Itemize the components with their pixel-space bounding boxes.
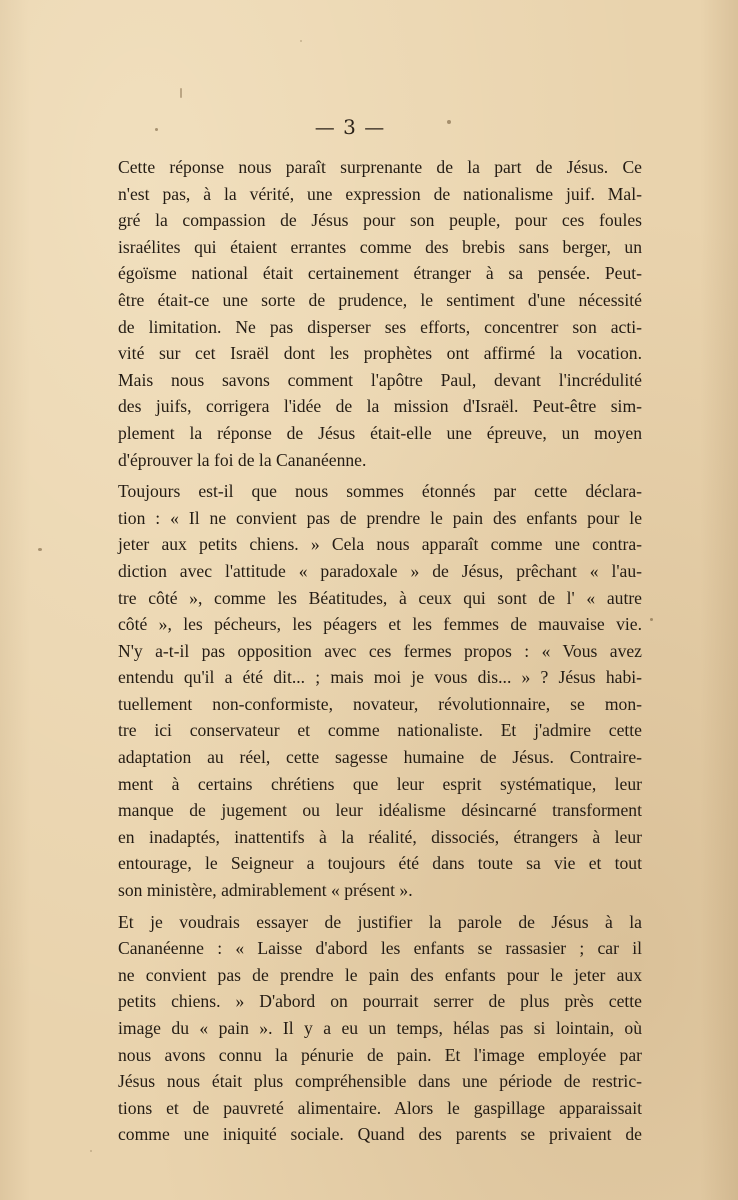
text-line: Mais nous savons comment l'apôtre Paul, devant l'incrédulité [118, 369, 642, 390]
paper-speck [300, 40, 302, 42]
text-line: égoïsme national était certainement étranger à sa pensée. Peut- [118, 263, 642, 284]
paragraph [118, 154, 642, 473]
text-line: côté », les pécheurs, les péagers et les femmes de mauvaise vie. [118, 614, 642, 635]
text-line: comme une iniquité sociale. Quand des parents se privaient de [118, 1124, 642, 1145]
text-line: image du « pain ». Il y a eu un temps, hélas pas si lointain, où [118, 1018, 642, 1038]
text-line: israélites qui étaient errantes comme des brebis sans berger, un [118, 236, 642, 257]
text-line: vité sur cet Israël dont les prophètes ont affirmé la vocation. [118, 343, 642, 364]
text-line: en inadaptés, inattentifs à la réalité, dissociés, étrangers à leur [118, 826, 642, 847]
text-line: nous avons connu la pénurie de pain. Et l'image employée par [118, 1044, 642, 1065]
text-line: son ministère, admirablement « présent ». [118, 880, 413, 901]
text-line: tuellement non-conformiste, novateur, révolutionnaire, se mon- [118, 693, 642, 714]
text-line: Toujours est-il que nous sommes étonnés par cette déclara- [118, 481, 642, 502]
text-line: jeter aux petits chiens. » Cela nous apparaît comme une contra- [118, 534, 642, 555]
text-line: Et je voudrais essayer de justifier la parole de Jésus à la [118, 911, 642, 932]
text-line: entourage, le Seigneur a toujours été dans toute sa vie et tout [118, 853, 642, 874]
text-line: d'éprouver la foi de la Cananéenne. [118, 449, 367, 470]
paper-speck [650, 618, 653, 621]
text-line: tre ici conservateur et comme nationaliste. Et j'admire cette [118, 720, 642, 741]
paper-speck [90, 1150, 92, 1152]
text-line: diction avec l'attitude « paradoxale » de Jésus, prêchant « l'au- [118, 560, 642, 581]
text-line: plement la réponse de Jésus était-elle une épreuve, un moyen [118, 422, 642, 443]
text-line: Jésus nous était plus compréhensible dans une période de restric- [118, 1071, 642, 1092]
text-line: tre côté », comme les Béatitudes, à ceux qui sont de l' « autre [118, 587, 642, 608]
text-line: ment à certains chrétiens que leur esprit systématique, leur [118, 773, 642, 794]
page-number: — 3 — [314, 115, 386, 139]
text-line: de limitation. Ne pas disperser ses efforts, concentrer son acti- [118, 316, 642, 337]
body-text [118, 154, 642, 1153]
text-line: entendu qu'il a été dit... ; mais moi je vous dis... » ? Jésus habi- [118, 667, 642, 688]
text-line: Cette réponse nous paraît surprenante de la part de Jésus. Ce [118, 157, 642, 177]
paragraph [118, 909, 642, 1148]
text-line: Cananéenne : « Laisse d'abord les enfants se rassasier ; car il [118, 938, 642, 959]
text-line: adaptation au réel, cette sagesse humaine de Jésus. Contraire- [118, 747, 642, 768]
text-line: des juifs, corrigera l'idée de la mission d'Israël. Peut-être sim- [118, 396, 642, 417]
paper-speck [180, 88, 182, 98]
text-line: être était-ce une sorte de prudence, le sentiment d'une nécessité [118, 289, 642, 310]
text-line: tion : « Il ne convient pas de prendre le pain des enfants pour le [118, 507, 642, 528]
text-line: gré la compassion de Jésus pour son peuple, pour ces foules [118, 210, 642, 231]
paper-speck [38, 548, 42, 551]
text-line: N'y a-t-il pas opposition avec ces fermes propos : « Vous avez [118, 640, 642, 661]
text-line: tions et de pauvreté alimentaire. Alors le gaspillage apparaissait [118, 1097, 642, 1118]
text-line: n'est pas, à la vérité, une expression de nationalisme juif. Mal- [118, 183, 642, 204]
paragraph [118, 478, 642, 904]
text-line: manque de jugement ou leur idéalisme désincarné transforment [118, 800, 642, 821]
text-line: ne convient pas de prendre le pain des enfants pour le jeter aux [118, 964, 642, 985]
text-line: petits chiens. » D'abord on pourrait serrer de plus près cette [118, 991, 642, 1012]
